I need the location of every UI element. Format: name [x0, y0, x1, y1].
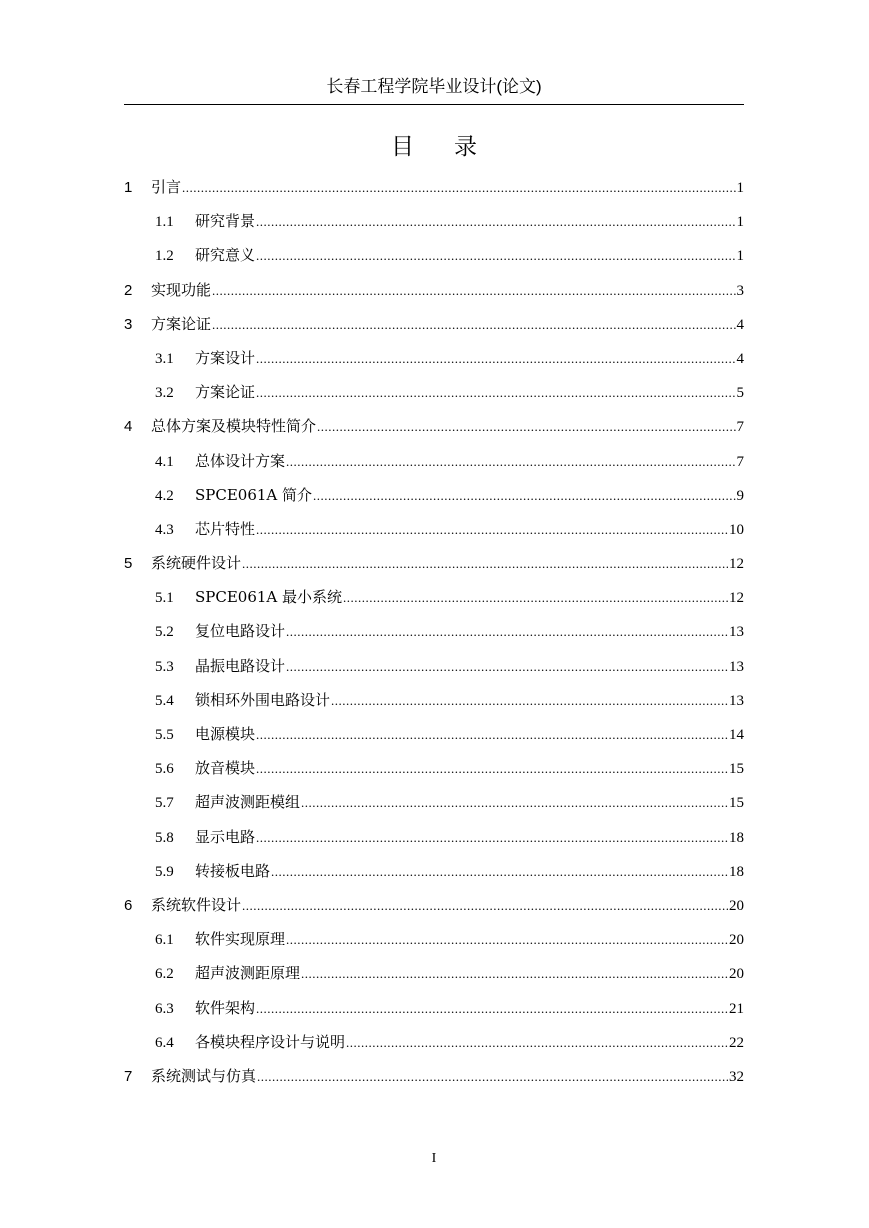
- toc-dot-leader: [343, 586, 728, 610]
- toc-entry[interactable]: [124, 893, 744, 927]
- toc-entry-title: 超声波测距模组: [195, 793, 301, 812]
- toc-entry[interactable]: [124, 859, 744, 893]
- toc-entry-page: 1: [736, 248, 744, 265]
- toc-entry[interactable]: [124, 312, 744, 346]
- toc-entry-title: SPCE061A 简介: [195, 485, 313, 504]
- toc-entry[interactable]: [124, 996, 744, 1030]
- toc-entry-page: 10: [729, 521, 744, 538]
- toc-entry-number: 5.2: [155, 624, 174, 641]
- toc-entry[interactable]: [124, 380, 744, 414]
- toc-entry-title: 锁相环外围电路设计: [195, 690, 331, 709]
- toc-entry-page: 15: [729, 795, 744, 812]
- toc-entry-title: 电源模块: [195, 725, 256, 743]
- toc-dot-leader: [242, 552, 728, 576]
- toc-entry-page: 4: [736, 316, 744, 333]
- toc-dot-leader: [256, 518, 728, 542]
- toc-entry[interactable]: [124, 790, 744, 824]
- toc-entry[interactable]: [124, 1030, 744, 1064]
- toc-dot-leader: [286, 620, 728, 644]
- toc-entry[interactable]: [124, 1064, 744, 1098]
- toc-dot-leader: [301, 962, 728, 986]
- toc-entry-title: 实现功能: [151, 280, 212, 299]
- toc-entry[interactable]: [124, 551, 744, 585]
- toc-entry-title: 系统硬件设计: [151, 554, 242, 573]
- toc-entry-page: 22: [729, 1034, 744, 1051]
- toc-entry-page: 20: [729, 932, 744, 949]
- toc-entry-number: 5.7: [155, 795, 174, 812]
- toc-dot-leader: [242, 894, 728, 918]
- toc-dot-leader: [256, 210, 735, 234]
- toc-entry-page: 5: [736, 385, 744, 402]
- toc-entry-number: 1.1: [155, 214, 174, 231]
- toc-dot-leader: [286, 655, 728, 679]
- toc-dot-leader: [301, 791, 728, 815]
- table-of-contents: [124, 175, 744, 1098]
- toc-entry-title: 转接板电路: [195, 861, 271, 880]
- toc-entry[interactable]: [124, 517, 744, 551]
- toc-entry-title: 复位电路设计: [195, 622, 286, 641]
- toc-entry-number: 6.1: [155, 932, 174, 949]
- toc-entry-page: 13: [729, 658, 744, 675]
- toc-entry-title: 软件实现原理: [195, 930, 286, 949]
- toc-entry-page: 12: [729, 556, 744, 573]
- toc-entry-title: 引言: [151, 178, 182, 196]
- toc-dot-leader: [256, 757, 728, 781]
- toc-entry-title: 各模块程序设计与说明: [195, 1032, 346, 1051]
- toc-dot-leader: [256, 826, 728, 850]
- toc-entry-page: 3: [736, 282, 744, 299]
- toc-entry-page: 20: [729, 897, 744, 914]
- toc-dot-leader: [317, 415, 735, 439]
- toc-entry-number: 3.2: [155, 385, 174, 402]
- toc-entry-title: 晶振电路设计: [195, 656, 286, 675]
- toc-entry-number: 4.3: [155, 521, 174, 538]
- toc-entry[interactable]: [124, 346, 744, 380]
- toc-dot-leader: [346, 1031, 728, 1055]
- toc-entry-page: 7: [736, 419, 744, 436]
- toc-dot-leader: [271, 860, 728, 884]
- toc-entry[interactable]: [124, 483, 744, 517]
- toc-entry-page: 1: [736, 214, 744, 231]
- toc-dot-leader: [286, 928, 728, 952]
- toc-entry-number: 3: [124, 315, 133, 333]
- toc-entry[interactable]: [124, 619, 744, 653]
- toc-dot-leader: [331, 689, 728, 713]
- toc-entry-number: 5.4: [155, 692, 174, 709]
- toc-entry[interactable]: [124, 414, 744, 448]
- toc-entry-page: 15: [729, 761, 744, 778]
- toc-entry[interactable]: [124, 278, 744, 312]
- toc-entry-title: 显示电路: [195, 827, 256, 846]
- toc-entry-page: 18: [729, 829, 744, 846]
- toc-entry-title: 软件架构: [195, 998, 256, 1017]
- toc-entry-title: SPCE061A 最小系统: [195, 588, 343, 607]
- toc-title: 目录: [391, 134, 517, 160]
- toc-entry-number: 7: [124, 1067, 133, 1085]
- toc-entry[interactable]: [124, 175, 744, 209]
- toc-entry-number: 3.1: [155, 350, 174, 367]
- toc-entry-page: 13: [729, 692, 744, 709]
- toc-entry-number: 6.4: [155, 1034, 174, 1051]
- toc-entry-page: 32: [729, 1068, 744, 1085]
- page-header-title: 长春工程学院毕业设计(论文): [326, 77, 542, 96]
- toc-dot-leader: [256, 997, 728, 1021]
- toc-entry-number: 5.9: [155, 863, 174, 880]
- toc-entry-page: 12: [729, 590, 744, 607]
- toc-entry-number: 2: [124, 281, 133, 299]
- toc-entry-number: 5: [124, 555, 133, 573]
- toc-entry-page: 14: [729, 727, 744, 743]
- toc-entry[interactable]: [124, 688, 744, 722]
- toc-dot-leader: [256, 347, 735, 371]
- toc-dot-leader: [256, 723, 728, 747]
- toc-dot-leader: [256, 244, 735, 268]
- toc-entry-number: 5.6: [155, 761, 174, 778]
- toc-entry-title: 超声波测距原理: [195, 964, 301, 983]
- toc-entry[interactable]: [124, 961, 744, 995]
- header-divider: [124, 104, 744, 105]
- toc-dot-leader: [182, 176, 735, 200]
- toc-entry[interactable]: [124, 449, 744, 483]
- toc-entry-number: 5.5: [155, 727, 174, 743]
- toc-entry-number: 1: [124, 179, 133, 196]
- page-number: I: [431, 1151, 437, 1166]
- toc-dot-leader: [286, 450, 735, 474]
- toc-entry-number: 4: [124, 418, 133, 436]
- toc-entry-title: 系统测试与仿真: [151, 1066, 257, 1085]
- toc-entry-page: 13: [729, 624, 744, 641]
- toc-entry[interactable]: [124, 654, 744, 688]
- toc-dot-leader: [212, 279, 735, 303]
- toc-entry[interactable]: [124, 825, 744, 859]
- toc-entry-number: 5.8: [155, 829, 174, 846]
- toc-entry[interactable]: [124, 927, 744, 961]
- toc-entry-page: 1: [736, 180, 744, 196]
- toc-entry-title: 芯片特性: [195, 519, 256, 538]
- toc-entry-page: 21: [729, 1000, 744, 1017]
- toc-entry-title: 方案论证: [151, 314, 212, 333]
- toc-entry-page: 7: [736, 453, 744, 470]
- toc-entry[interactable]: [124, 585, 744, 619]
- toc-entry-number: 5.1: [155, 590, 174, 607]
- toc-entry-number: 5.3: [155, 658, 174, 675]
- toc-entry-title: 系统软件设计: [151, 895, 242, 914]
- toc-entry-title: 总体方案及模块特性简介: [151, 417, 317, 436]
- toc-entry[interactable]: [124, 756, 744, 790]
- toc-entry-title: 研究背景: [195, 212, 256, 231]
- toc-entry-number: 4.2: [155, 487, 174, 504]
- toc-entry-page: 20: [729, 966, 744, 983]
- toc-dot-leader: [257, 1065, 728, 1089]
- toc-dot-leader: [212, 313, 735, 337]
- toc-entry-page: 9: [736, 487, 744, 504]
- toc-entry-title: 方案论证: [195, 383, 256, 402]
- toc-entry-page: 4: [736, 350, 744, 367]
- toc-entry[interactable]: [124, 243, 744, 277]
- toc-entry[interactable]: [124, 209, 744, 243]
- toc-entry[interactable]: [124, 722, 744, 756]
- toc-entry-title: 总体设计方案: [195, 451, 286, 470]
- toc-entry-number: 6: [124, 896, 133, 914]
- toc-entry-number: 6.3: [155, 1000, 174, 1017]
- toc-dot-leader: [313, 484, 735, 508]
- toc-entry-title: 方案设计: [195, 348, 256, 367]
- toc-entry-title: 研究意义: [195, 246, 256, 265]
- toc-entry-number: 6.2: [155, 966, 174, 983]
- toc-dot-leader: [256, 381, 735, 405]
- toc-entry-page: 18: [729, 863, 744, 880]
- toc-entry-number: 1.2: [155, 248, 174, 265]
- toc-entry-number: 4.1: [155, 453, 174, 470]
- toc-entry-title: 放音模块: [195, 759, 256, 778]
